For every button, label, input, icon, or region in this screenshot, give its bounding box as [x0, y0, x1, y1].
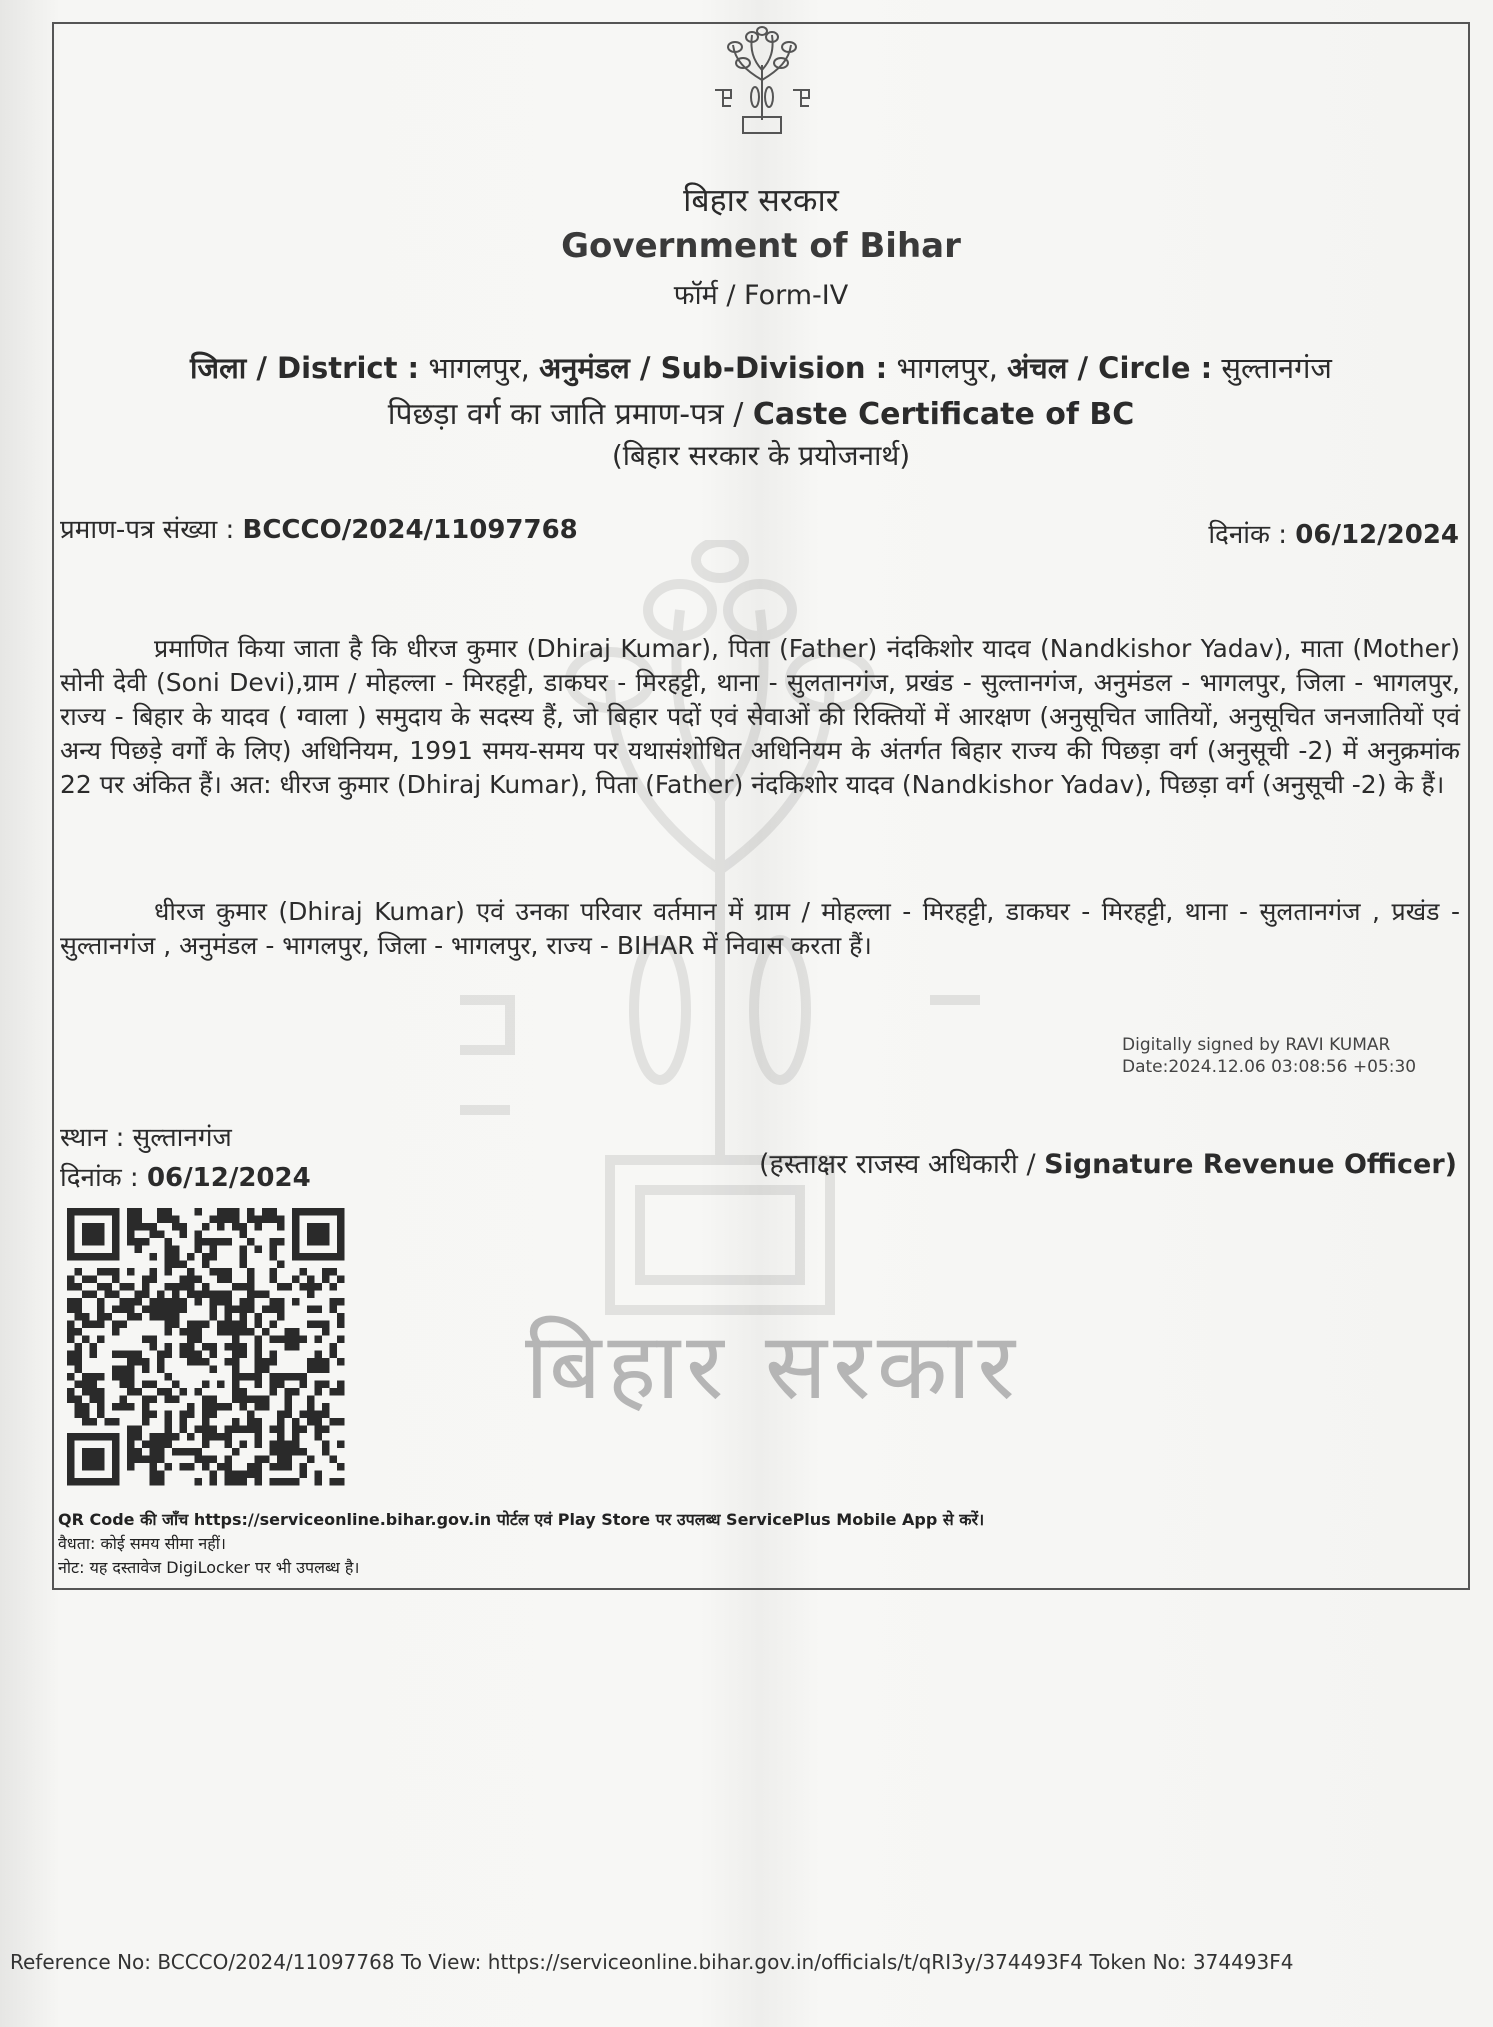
place-value: सुल्तानगंज	[132, 1123, 232, 1153]
digital-signature-signer: Digitally signed by RAVI KUMAR	[1122, 1035, 1391, 1055]
digital-signature	[1122, 1034, 1416, 1078]
officer-signature-hindi: (हस्ताक्षर राजस्व अधिकारी /	[758, 1149, 1036, 1180]
issue-date	[1208, 515, 1459, 551]
digilocker-note: नोट: यह दस्तावेज DigiLocker पर भी उपलब्ध है।	[58, 1558, 360, 1577]
bihar-emblem-icon	[705, 25, 820, 140]
issue-date-value: 06/12/2024	[1295, 520, 1459, 550]
qr-code-icon	[67, 1208, 352, 1488]
circle-value: सुल्तानगंज	[1221, 351, 1332, 385]
certificate-number	[60, 510, 578, 546]
state-title-english: Government of Bihar	[561, 226, 961, 266]
place	[60, 1118, 232, 1154]
circle-label: अंचल / Circle :	[1007, 351, 1213, 385]
qr-verification-note: QR Code की जाँच https://serviceonline.bihar.gov.in पोर्टल एवं Play Store पर उपलब्ध ServicePlus Mobile App से करें।	[58, 1510, 985, 1529]
certificate-number-label: प्रमाण-पत्र संख्या :	[60, 515, 235, 545]
certificate-title-hindi: पिछड़ा वर्ग का जाति प्रमाण-पत्र /	[387, 397, 744, 432]
subdivision-label: अनुमंडल / Sub-Division :	[539, 351, 888, 385]
form-number: फॉर्म / Form-IV	[673, 280, 849, 311]
reference-footer: Reference No: BCCCO/2024/11097768 To View: https://serviceonline.bihar.gov.in/officials/t/qRI3y/374493F4 Token No: 374493F4	[10, 1950, 1294, 1974]
issue-date-label: दिनांक :	[1208, 520, 1288, 550]
digital-signature-date: Date:2024.12.06 03:08:56 +05:30	[1122, 1057, 1417, 1077]
certificate-title	[52, 392, 1470, 433]
subdivision-value: भागलपुर,	[896, 351, 998, 385]
place-label: स्थान :	[60, 1123, 125, 1153]
state-title-hindi: बिहार सरकार	[683, 181, 839, 219]
sign-date-label: दिनांक :	[60, 1163, 139, 1193]
officer-signature-english: Signature Revenue Officer)	[1044, 1149, 1457, 1180]
district-value: भागलपुर,	[428, 351, 530, 385]
sign-date-value: 06/12/2024	[146, 1163, 311, 1193]
jurisdiction-line	[52, 348, 1470, 387]
validity-note: वैधता: कोई समय सीमा नहीं।	[58, 1534, 226, 1553]
certificate-number-value: BCCCO/2024/11097768	[242, 515, 578, 545]
officer-signature-label	[759, 1144, 1457, 1181]
certificate-title-english: Caste Certificate of BC	[752, 397, 1135, 432]
certificate-purpose: (बिहार सरकार के प्रयोजनार्थ)	[611, 439, 911, 472]
sign-date	[60, 1158, 311, 1194]
certification-paragraph: प्रमाणित किया जाता है कि धीरज कुमार (Dhiraj Kumar), पिता (Father) नंदकिशोर यादव (Nandkishor Yadav), माता (Mother) सोनी देवी (Soni Devi),ग्राम / मोहल्ला - मिरहट्टी, डाकघर - मिरहट्टी, थाना - सुलतानगंज, प्रखंड - सुल्तानगंज, अनुमंडल - भागलपुर, जिला - भागलपुर, राज्य - बिहार के यादव ( ग्वाला ) समुदाय के सदस्य हैं, जो बिहार पदों एवं सेवाओं की रिक्तियों में आरक्षण (अनुसूचित जातियों, अनुसूचित जनजातियों एवं अन्य पिछड़े वर्गों के लिए) अधिनियम, 1991 समय-समय पर यथासंशोधित अधिनियम के अंतर्गत बिहार राज्य की पिछड़ा वर्ग (अनुसूची -2) में अनुक्रमांक 22 पर अंकित हैं। अत: धीरज कुमार (Dhiraj Kumar), पिता (Father) नंदकिशोर यादव (Nandkishor Yadav), पिछड़ा वर्ग (अनुसूची -2) के हैं।	[60, 634, 1460, 799]
residence-paragraph: धीरज कुमार (Dhiraj Kumar) एवं उनका परिवार वर्तमान में ग्राम / मोहल्ला - मिरहट्टी, डाकघर - मिरहट्टी, थाना - सुलतानगंज , प्रखंड - सुल्तानगंज , अनुमंडल - भागलपुर, जिला - भागलपुर, राज्य - BIHAR में निवास करता हैं।	[60, 897, 1460, 960]
district-label: जिला / District :	[190, 351, 420, 385]
watermark-text: बिहार सरकार	[525, 1313, 1021, 1420]
